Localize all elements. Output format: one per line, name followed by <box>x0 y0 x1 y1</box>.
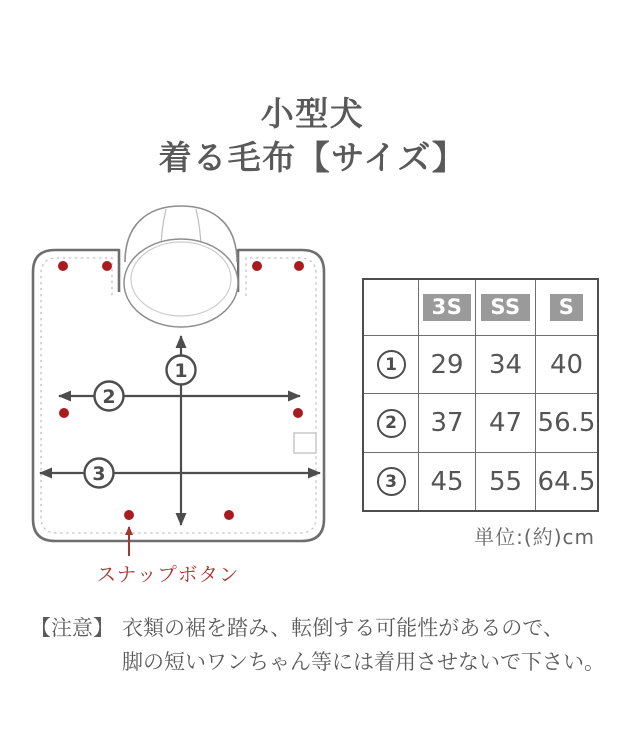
table-cell <box>536 453 597 510</box>
table-cell <box>536 336 597 394</box>
value-1-3s: 29 <box>430 349 464 380</box>
table-cell <box>419 336 476 394</box>
snap-dot <box>58 261 68 271</box>
caution-note <box>30 611 605 679</box>
page-title-line2: 着る毛布【サイズ】 <box>158 138 467 177</box>
size-badge-s: S <box>550 294 584 321</box>
value-1-s: 40 <box>549 349 584 380</box>
measure-label-3: 3 <box>92 463 106 485</box>
row-header-3 <box>364 453 419 510</box>
snap-dot <box>224 510 234 520</box>
table-corner-cell <box>364 280 419 336</box>
row-label-1: 1 <box>377 350 406 379</box>
column-header-ss <box>476 280 536 336</box>
size-badge-3s: 3S <box>423 294 472 321</box>
unit-label: 単位:(約)cm <box>474 525 595 549</box>
value-2-ss: 47 <box>488 408 523 438</box>
measure-label-2: 2 <box>102 386 116 408</box>
snap-dot <box>294 261 304 271</box>
value-3-s: 64.5 <box>537 466 596 497</box>
column-header-s <box>536 280 597 336</box>
size-badge-ss: SS <box>481 294 529 321</box>
caution-label: 【注意】 <box>30 616 114 640</box>
value-2-s: 56.5 <box>537 408 596 438</box>
table-cell <box>419 394 476 453</box>
snap-button-label: スナップボタン <box>96 563 240 586</box>
value-2-3s: 37 <box>430 408 464 438</box>
value-1-ss: 34 <box>488 349 523 380</box>
size-table <box>362 278 599 512</box>
measure-label-1: 1 <box>174 360 188 382</box>
value-3-ss: 55 <box>488 466 523 497</box>
table-cell <box>419 453 476 510</box>
snap-dot <box>293 408 303 418</box>
garment-diagram <box>15 195 355 600</box>
snap-dot <box>59 408 69 418</box>
page-title <box>0 92 625 180</box>
caution-line1: 衣類の裾を踏み、転倒する可能性があるので、 <box>122 616 564 640</box>
table-cell <box>536 394 597 453</box>
snap-dot <box>102 261 112 271</box>
row-label-3: 3 <box>377 467 406 496</box>
row-header-1 <box>364 336 419 394</box>
row-label-2: 2 <box>377 409 406 438</box>
page-title-line1: 小型犬 <box>260 94 365 133</box>
table-cell <box>476 336 536 394</box>
collar-opening-outer <box>124 239 238 327</box>
snap-dot <box>252 261 262 271</box>
fabric-tag <box>294 433 316 453</box>
table-cell <box>476 453 536 510</box>
snap-dot <box>124 510 134 520</box>
column-header-3s <box>419 280 476 336</box>
value-3-3s: 45 <box>430 466 464 497</box>
caution-line2: 脚の短いワンちゃん等には着用させないで下さい。 <box>122 650 605 674</box>
row-header-2 <box>364 394 419 453</box>
table-cell <box>476 394 536 453</box>
